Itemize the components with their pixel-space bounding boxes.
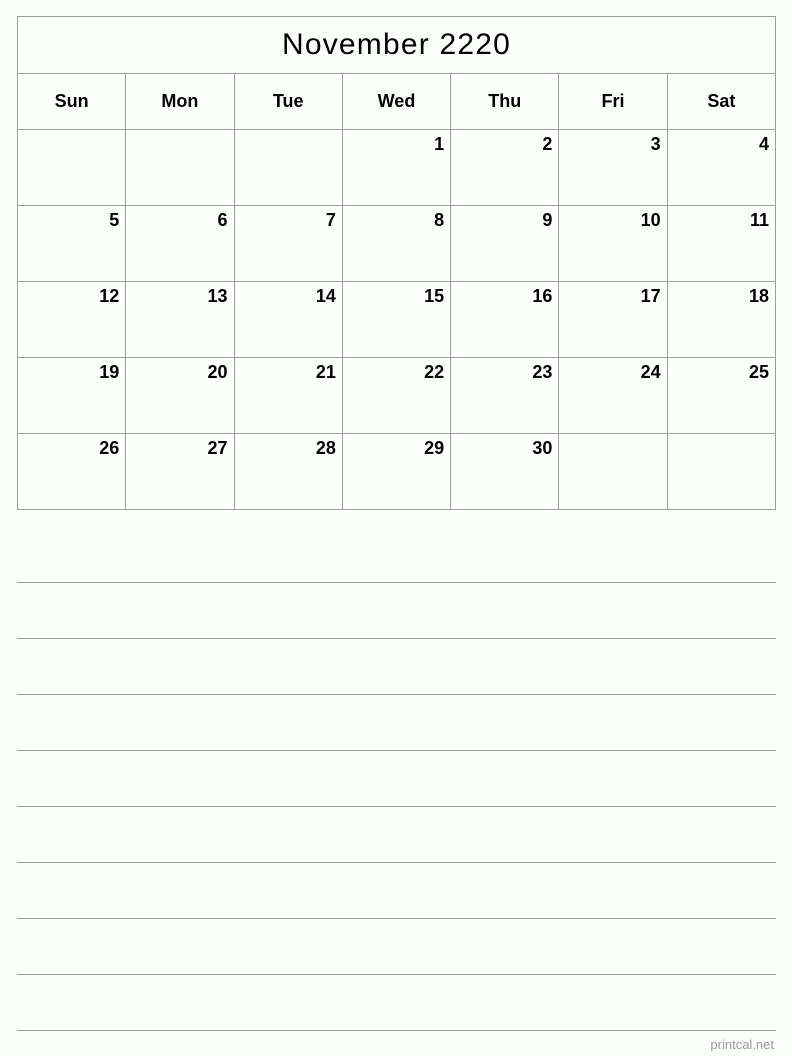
- note-line: [17, 807, 776, 863]
- calendar-day-cell: 3: [559, 130, 667, 206]
- day-header-wed: Wed: [342, 74, 450, 130]
- monthly-calendar: [17, 16, 776, 510]
- calendar-day-cell: 13: [126, 282, 234, 358]
- note-line: [17, 919, 776, 975]
- calendar-day-cell: 10: [559, 206, 667, 282]
- day-header-thu: Thu: [451, 74, 559, 130]
- calendar-head: [18, 17, 776, 130]
- calendar-day-cell: [234, 130, 342, 206]
- calendar-day-cell: [559, 434, 667, 510]
- calendar-day-cell: 12: [18, 282, 126, 358]
- calendar-day-cell: 1: [342, 130, 450, 206]
- calendar-day-cell: 11: [667, 206, 775, 282]
- calendar-day-cell: 4: [667, 130, 775, 206]
- calendar-title-row: [18, 17, 776, 74]
- calendar-day-cell: [126, 130, 234, 206]
- calendar-day-cell: 23: [451, 358, 559, 434]
- calendar-day-cell: 20: [126, 358, 234, 434]
- calendar-day-cell: 26: [18, 434, 126, 510]
- calendar-day-cell: [667, 434, 775, 510]
- calendar-day-cell: 25: [667, 358, 775, 434]
- calendar-body: [18, 130, 776, 510]
- calendar-day-cell: 30: [451, 434, 559, 510]
- day-header-sun: Sun: [18, 74, 126, 130]
- calendar-day-cell: 28: [234, 434, 342, 510]
- calendar-day-cell: 19: [18, 358, 126, 434]
- calendar-week-row: [18, 206, 776, 282]
- calendar-week-row: [18, 358, 776, 434]
- calendar-day-cell: 5: [18, 206, 126, 282]
- calendar-day-cell: 17: [559, 282, 667, 358]
- calendar-week-row: [18, 434, 776, 510]
- calendar-day-cell: 21: [234, 358, 342, 434]
- calendar-day-cell: 29: [342, 434, 450, 510]
- note-line: [17, 695, 776, 751]
- calendar-day-cell: 8: [342, 206, 450, 282]
- calendar-day-cell: 24: [559, 358, 667, 434]
- day-header-sat: Sat: [667, 74, 775, 130]
- notes-section: [17, 527, 776, 1031]
- calendar-day-cell: 14: [234, 282, 342, 358]
- day-header-fri: Fri: [559, 74, 667, 130]
- day-header-tue: Tue: [234, 74, 342, 130]
- note-line: [17, 639, 776, 695]
- calendar-day-cell: 27: [126, 434, 234, 510]
- day-header-mon: Mon: [126, 74, 234, 130]
- calendar-title: November 2220: [18, 17, 776, 74]
- note-line: [17, 583, 776, 639]
- note-line: [17, 527, 776, 583]
- calendar-day-cell: 7: [234, 206, 342, 282]
- calendar-day-cell: 9: [451, 206, 559, 282]
- note-line: [17, 751, 776, 807]
- footer-site-label: printcal.net: [710, 1037, 774, 1052]
- note-line: [17, 975, 776, 1031]
- calendar-day-cell: 18: [667, 282, 775, 358]
- calendar-week-row: [18, 130, 776, 206]
- calendar-day-cell: 22: [342, 358, 450, 434]
- note-line: [17, 863, 776, 919]
- calendar-day-cell: [18, 130, 126, 206]
- calendar-day-cell: 16: [451, 282, 559, 358]
- calendar-day-cell: 6: [126, 206, 234, 282]
- calendar-day-cell: 2: [451, 130, 559, 206]
- calendar-week-row: [18, 282, 776, 358]
- calendar-dow-row: [18, 74, 776, 130]
- calendar-day-cell: 15: [342, 282, 450, 358]
